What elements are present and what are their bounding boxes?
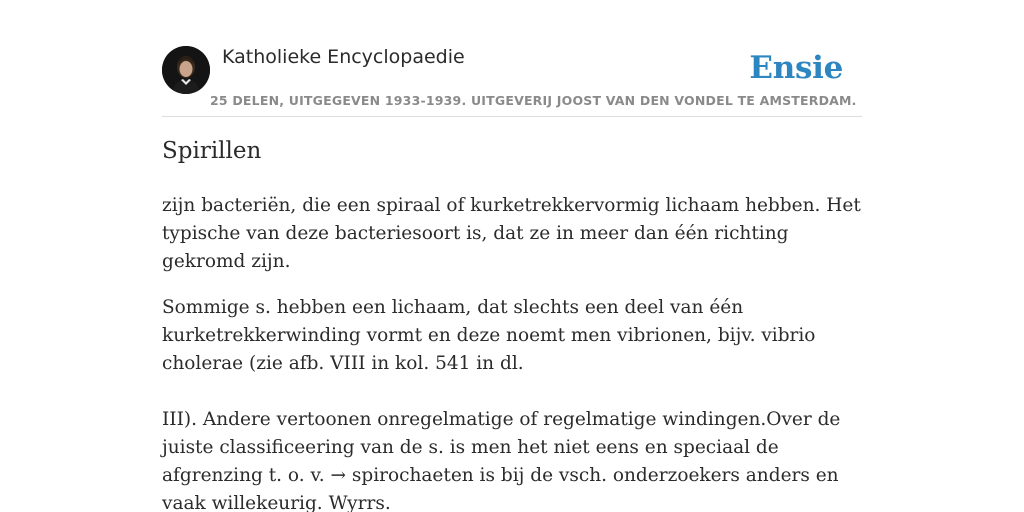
source-meta: 25 DELEN, UITGEGEVEN 1933-1939. UITGEVERIJ JOOST VAN DEN VONDEL TE AMSTERDAM. — [210, 93, 857, 108]
ensie-logo[interactable]: Ensie — [749, 50, 843, 86]
entry-paragraph: zijn bacteriën, die een spiraal of kurketrekkervormig lichaam hebben. Het typische van deze bacteriesoort is, dat ze in meer dan één richting gekromd zijn. — [162, 195, 861, 272]
entry-title: Spirillen — [162, 138, 262, 164]
page — [162, 0, 862, 512]
entry-paragraph: Sommige s. hebben een lichaam, dat slechts een deel van één kurketrekkerwinding vormt en deze noemt men vibrionen, bijv. vibrio cholerae (zie afb. VIII in kol. 541 in dl. — [162, 297, 816, 374]
entry-paragraph: III). Andere vertoonen onregelmatige of regelmatige windingen.Over de juiste classificeering van de s. is men het niet eens en speciaal de afgrenzing t. o. v. → spirochaeten is bij de vsch. onderzoekers anders en vaak willekeurig. Wyrrs. — [162, 409, 841, 512]
source-title[interactable]: Katholieke Encyclopaedie — [222, 46, 465, 68]
entry-body — [162, 192, 862, 512]
source-avatar[interactable] — [162, 46, 210, 94]
source-header — [162, 44, 862, 117]
portrait-avatar-icon — [162, 46, 210, 94]
